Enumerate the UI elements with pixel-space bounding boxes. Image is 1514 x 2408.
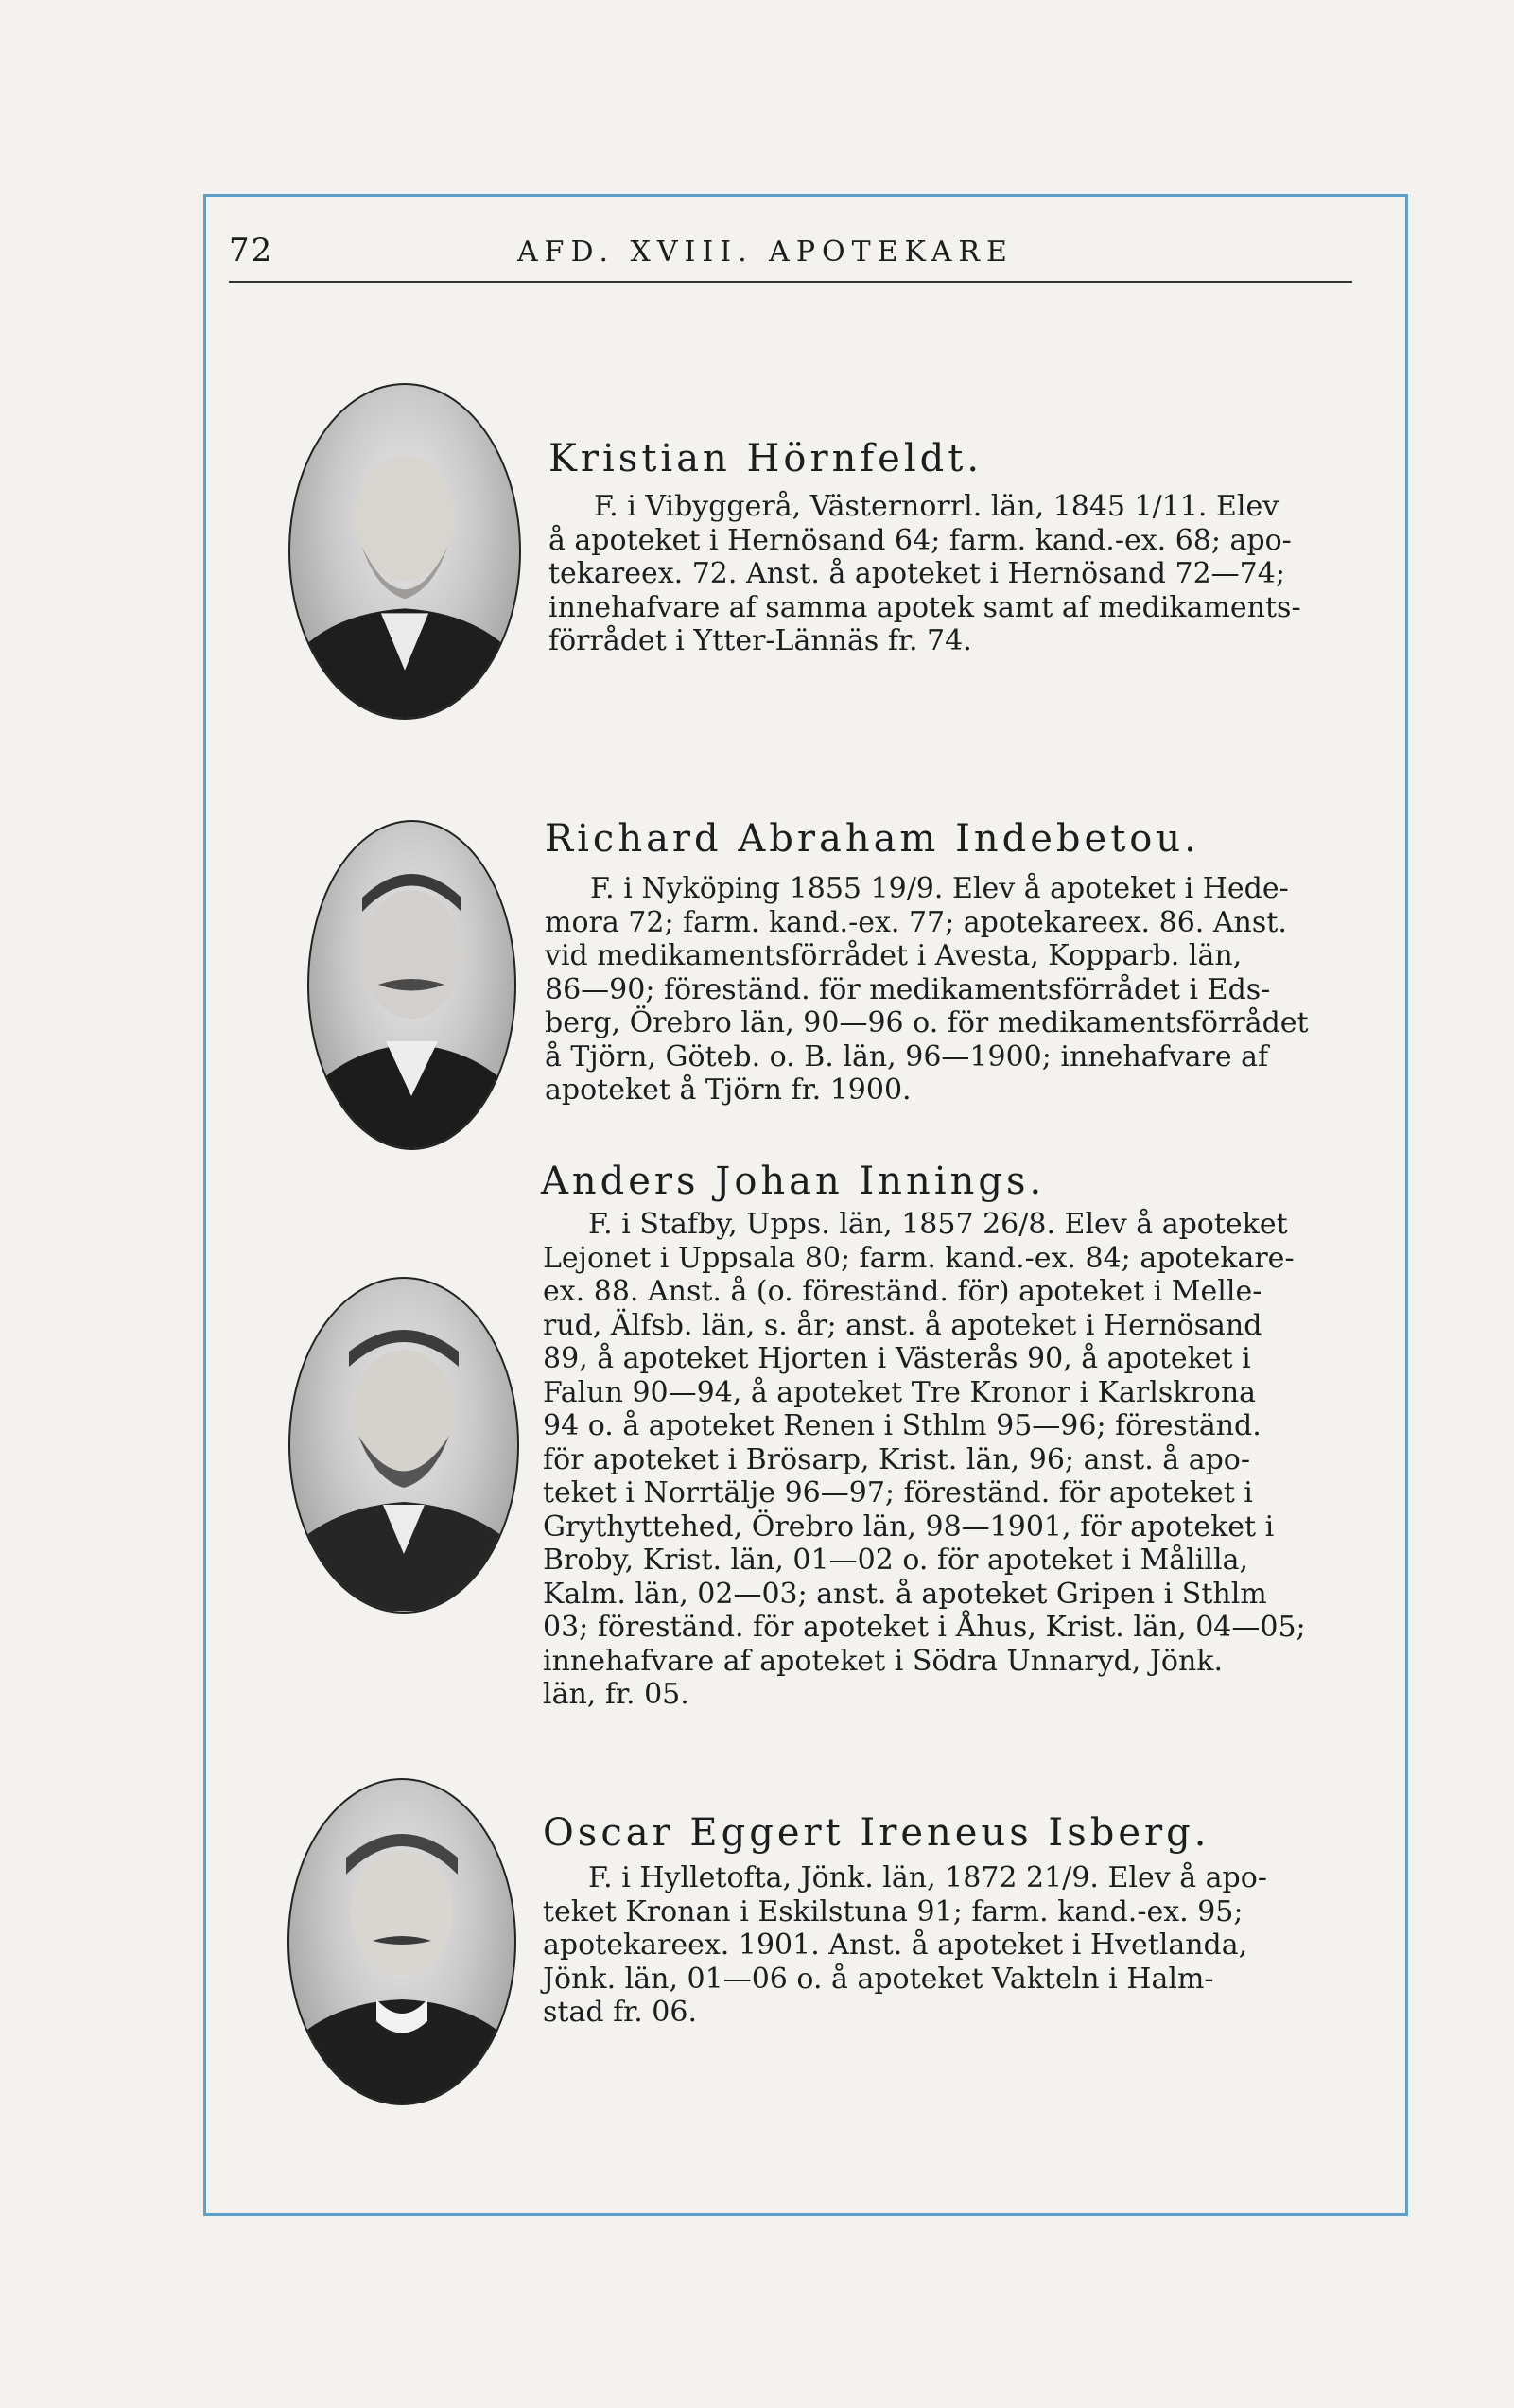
- bio-line: 86—90; föreständ. för medikamentsförrådet i Eds-: [545, 972, 1271, 1006]
- bio-line: apoteket å Tjörn fr. 1900.: [545, 1073, 912, 1107]
- bio-line: vid medikamentsförrådet i Avesta, Kopparb. län,: [545, 939, 1243, 972]
- bio-line: Grythyttehed, Örebro län, 98—1901, för apoteket i: [543, 1509, 1275, 1544]
- entry-name: Richard Abraham Indebetou.: [545, 817, 1200, 861]
- portrait-image: [289, 1780, 514, 2103]
- bio-line: F. i Vibyggerå, Västernorrl. län, 1845 1/11. Elev: [594, 490, 1279, 523]
- bio-line: tekareex. 72. Anst. å apoteket i Hernösand 72—74;: [548, 557, 1285, 590]
- entry-bio: [543, 1208, 1360, 1712]
- portrait-isberg: [287, 1778, 516, 2105]
- running-title: AFD. XVIII. APOTEKARE: [517, 236, 1014, 269]
- entry-name: Oscar Eggert Ireneus Isberg.: [543, 1811, 1210, 1855]
- page-number: 72: [229, 232, 274, 270]
- bio-line: innehafvare af apoteket i Södra Unnaryd, Jönk.: [543, 1644, 1223, 1678]
- bio-line: mora 72; farm. kand.-ex. 77; apotekareex. 86. Anst.: [545, 905, 1287, 939]
- bio-line: rud, Älfsb. län, s. år; anst. å apoteket i Hernösand: [543, 1308, 1262, 1342]
- bio-line: F. i Nyköping 1855 19/9. Elev å apoteket i Hede-: [590, 872, 1289, 905]
- portrait-image: [290, 1279, 517, 1612]
- portrait-image: [290, 385, 519, 718]
- bio-line: teket i Norrtälje 96—97; föreständ. för apoteket i: [543, 1476, 1253, 1509]
- entry-bio: [543, 1861, 1350, 2030]
- entry-bio: [548, 490, 1360, 658]
- portrait-innings: [288, 1277, 519, 1614]
- bio-line: stad fr. 06.: [543, 1996, 698, 2029]
- entry-bio: [545, 872, 1360, 1108]
- bio-line: teket Kronan i Eskilstuna 91; farm. kand.-ex. 95;: [543, 1894, 1244, 1928]
- bio-line: F. i Hylletofta, Jönk. län, 1872 21/9. Elev å apo-: [588, 1861, 1267, 1894]
- bio-line: 89, å apoteket Hjorten i Västerås 90, å apoteket i: [543, 1342, 1251, 1375]
- bio-line: ex. 88. Anst. å (o. föreständ. för) apoteket i Melle-: [543, 1275, 1262, 1308]
- portrait-hornfeldt: [288, 383, 521, 720]
- bio-line: apotekareex. 1901. Anst. å apoteket i Hvetlanda,: [543, 1928, 1248, 1962]
- bio-line: å apoteket i Hernösand 64; farm. kand.-ex. 68; apo-: [548, 523, 1292, 557]
- entry-name: Anders Johan Innings.: [541, 1160, 1046, 1203]
- entry-name: Kristian Hörnfeldt.: [548, 437, 983, 480]
- bio-line: för apoteket i Brösarp, Krist. län, 96; anst. å apo-: [543, 1442, 1251, 1476]
- bio-line: Broby, Krist. län, 01—02 o. för apoteket i Målilla,: [543, 1544, 1248, 1577]
- bio-line: berg, Örebro län, 90—96 o. för medikamentsförrådet: [545, 1006, 1309, 1039]
- bio-line: F. i Stafby, Upps. län, 1857 26/8. Elev å apoteket: [588, 1208, 1288, 1241]
- bio-line: 03; föreständ. för apoteket i Åhus, Krist. län, 04—05;: [543, 1611, 1306, 1644]
- bio-line: Lejonet i Uppsala 80; farm. kand.-ex. 84; apotekare-: [543, 1241, 1295, 1275]
- bio-line: Falun 90—94, å apoteket Tre Kronor i Karlskrona: [543, 1375, 1257, 1409]
- bio-line: län, fr. 05.: [543, 1678, 689, 1711]
- bio-line: Kalm. län, 02—03; anst. å apoteket Gripen i Sthlm: [543, 1577, 1267, 1611]
- bio-line: Jönk. län, 01—06 o. å apoteket Vakteln i Halm-: [543, 1962, 1214, 1996]
- bio-line: 94 o. å apoteket Renen i Sthlm 95—96; föreständ.: [543, 1409, 1262, 1442]
- page-header: [229, 232, 1352, 283]
- bio-line: förrådet i Ytter-Lännäs fr. 74.: [548, 624, 972, 657]
- bio-line: innehafvare af samma apotek samt af medikaments-: [548, 590, 1301, 624]
- portrait-indebetou: [307, 820, 516, 1150]
- portrait-image: [309, 822, 514, 1148]
- bio-line: å Tjörn, Göteb. o. B. län, 96—1900; innehafvare af: [545, 1039, 1269, 1073]
